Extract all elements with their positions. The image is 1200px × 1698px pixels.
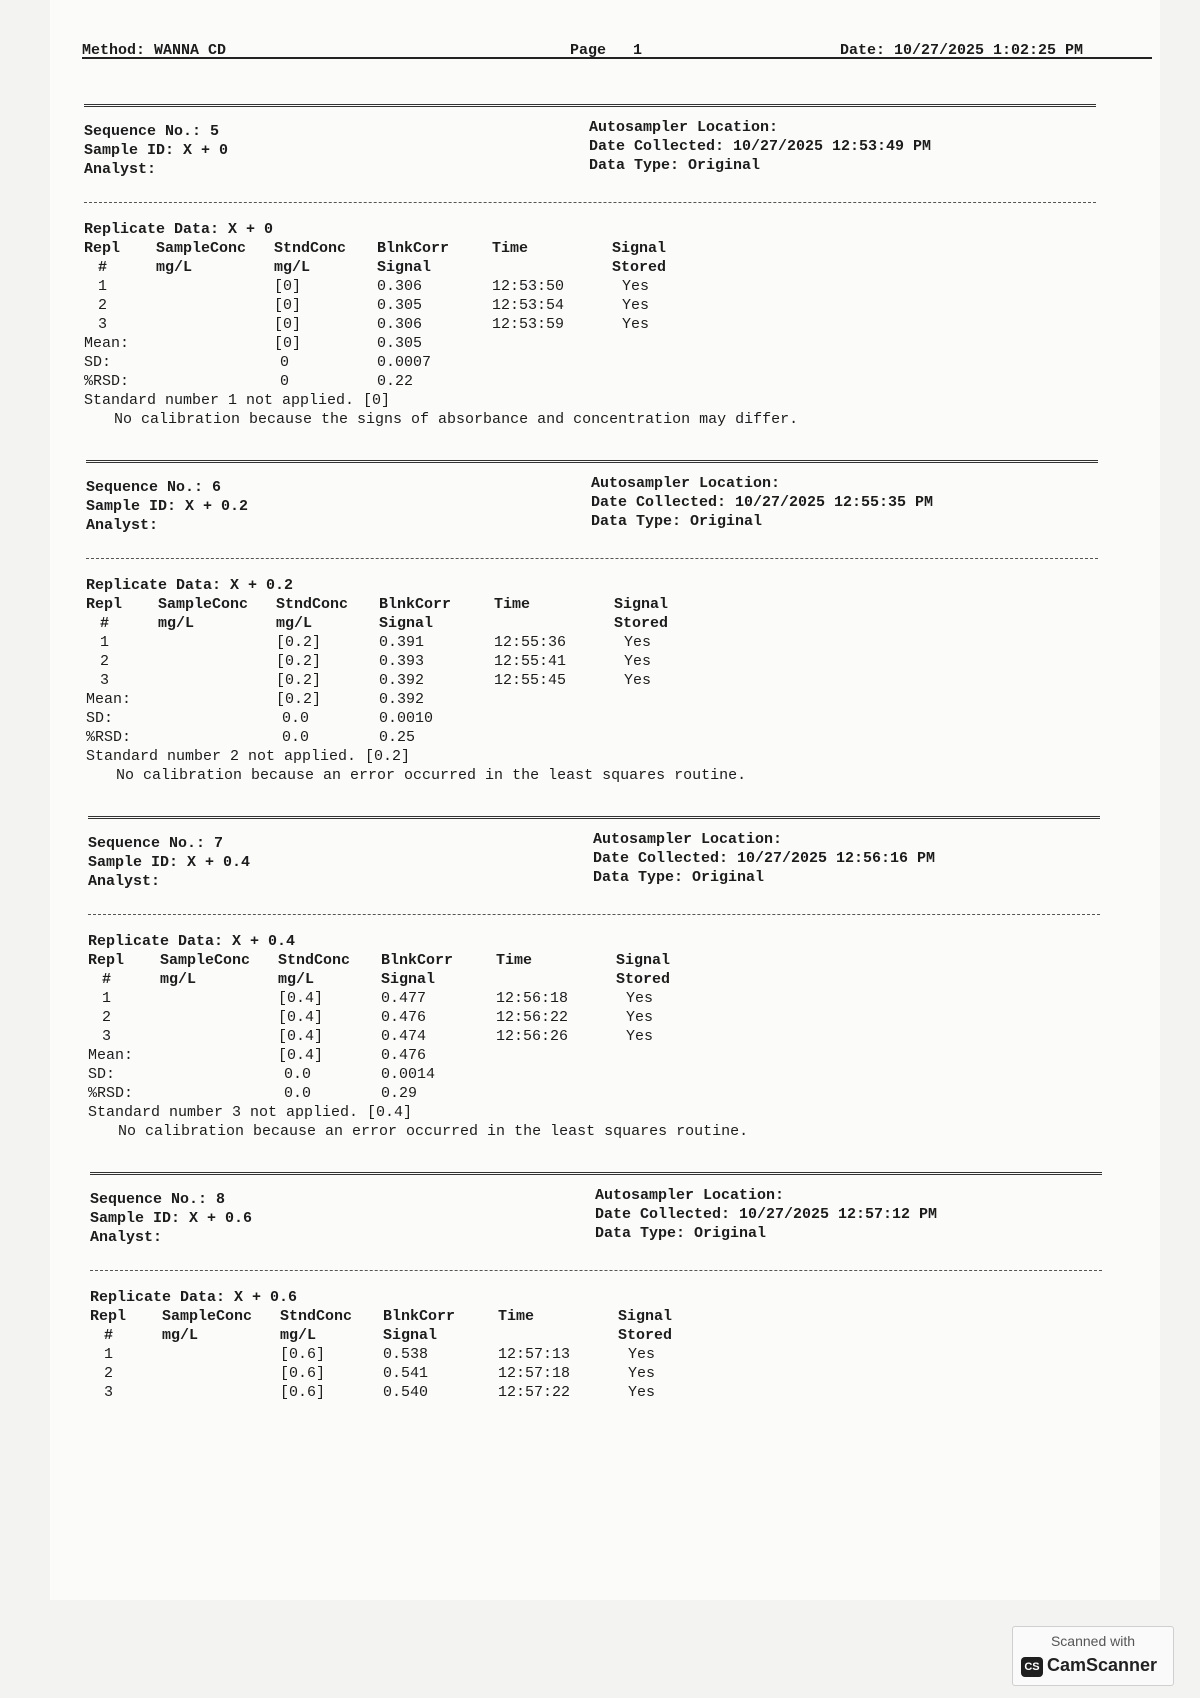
column-header: StndConc	[278, 952, 351, 969]
stat-label: %RSD:	[88, 1085, 134, 1102]
column-header: Signal	[612, 240, 667, 257]
column-unit: Signal	[383, 1327, 438, 1344]
table-cell: 12:55:36	[494, 634, 567, 651]
table-cell: 0.477	[381, 990, 427, 1007]
table-cell: 12:56:26	[496, 1028, 569, 1045]
stat-stnd: 0	[280, 354, 290, 371]
table-cell: 3	[104, 1384, 114, 1401]
report-date: Date: 10/27/2025 1:02:25 PM	[840, 42, 1084, 59]
stat-stnd: 0	[280, 373, 290, 390]
table-cell: Yes	[622, 316, 650, 333]
column-unit: #	[104, 1327, 114, 1344]
column-header: Repl	[86, 596, 123, 613]
column-header: Repl	[84, 240, 121, 257]
column-unit: mg/L	[280, 1327, 317, 1344]
stat-blnk: 0.392	[379, 691, 425, 708]
stat-label: %RSD:	[84, 373, 130, 390]
sequence-number: Sequence No.: 5	[84, 123, 220, 140]
section-dashed-rule	[84, 202, 1096, 203]
column-unit: Signal	[381, 971, 436, 988]
stat-label: Mean:	[88, 1047, 134, 1064]
table-cell: 2	[104, 1365, 114, 1382]
standard-note: Standard number 2 not applied. [0.2]	[86, 748, 411, 765]
table-cell: 0.391	[379, 634, 425, 651]
table-cell: [0]	[274, 316, 302, 333]
column-header: Signal	[618, 1308, 673, 1325]
column-unit: mg/L	[162, 1327, 199, 1344]
header-rule	[82, 57, 1152, 59]
sample-id: Sample ID: X + 0	[84, 142, 229, 159]
stat-label: %RSD:	[86, 729, 132, 746]
column-unit: mg/L	[158, 615, 195, 632]
column-unit: Stored	[616, 971, 671, 988]
table-cell: [0.4]	[278, 1028, 324, 1045]
column-header: BlnkCorr	[377, 240, 450, 257]
table-cell: 0.541	[383, 1365, 429, 1382]
column-unit: #	[98, 259, 108, 276]
table-cell: 2	[102, 1009, 112, 1026]
column-header: BlnkCorr	[383, 1308, 456, 1325]
method-label: Method: WANNA CD	[82, 42, 227, 59]
column-header: SampleConc	[162, 1308, 253, 1325]
section-double-rule	[86, 460, 1098, 463]
table-cell: 0.476	[381, 1009, 427, 1026]
column-header: Time	[492, 240, 529, 257]
table-cell: [0.2]	[276, 653, 322, 670]
replicate-title: Replicate Data: X + 0.2	[86, 577, 294, 594]
table-cell: 12:57:22	[498, 1384, 571, 1401]
section-dashed-rule	[86, 558, 1098, 559]
stat-blnk: 0.22	[377, 373, 414, 390]
table-cell: [0]	[274, 297, 302, 314]
replicate-title: Replicate Data: X + 0.6	[90, 1289, 298, 1306]
column-unit: Stored	[612, 259, 667, 276]
calibration-note: No calibration because an error occurred in the least squares routine.	[118, 1123, 749, 1140]
column-header: SampleConc	[160, 952, 251, 969]
section-dashed-rule	[88, 914, 1100, 915]
analyst: Analyst:	[86, 517, 159, 534]
section-double-rule	[90, 1172, 1102, 1175]
stat-blnk: 0.0014	[381, 1066, 436, 1083]
table-cell: 0.306	[377, 316, 423, 333]
table-cell: 12:53:50	[492, 278, 565, 295]
column-unit: Signal	[379, 615, 434, 632]
stat-label: SD:	[86, 710, 114, 727]
stat-blnk: 0.25	[379, 729, 416, 746]
table-cell: 12:57:18	[498, 1365, 571, 1382]
section-double-rule	[88, 816, 1100, 819]
page-number: Page 1	[570, 42, 643, 59]
data-type: Data Type: Original	[589, 157, 761, 174]
column-header: StndConc	[276, 596, 349, 613]
table-cell: Yes	[626, 1009, 654, 1026]
column-header: Signal	[614, 596, 669, 613]
table-cell: 12:56:22	[496, 1009, 569, 1026]
stat-blnk: 0.476	[381, 1047, 427, 1064]
column-unit: Stored	[618, 1327, 673, 1344]
stat-stnd: 0.0	[282, 729, 310, 746]
column-header: BlnkCorr	[379, 596, 452, 613]
table-cell: [0]	[274, 278, 302, 295]
stat-stnd: [0.4]	[278, 1047, 324, 1064]
date-collected: Date Collected: 10/27/2025 12:55:35 PM	[591, 494, 934, 511]
column-header: BlnkCorr	[381, 952, 454, 969]
section-double-rule	[84, 104, 1096, 107]
table-cell: 3	[100, 672, 110, 689]
column-header: StndConc	[280, 1308, 353, 1325]
column-header: Time	[496, 952, 533, 969]
stat-label: SD:	[84, 354, 112, 371]
stat-blnk: 0.29	[381, 1085, 418, 1102]
camscanner-watermark	[1012, 1626, 1174, 1686]
replicate-title: Replicate Data: X + 0.4	[88, 933, 296, 950]
stat-stnd: [0]	[274, 335, 302, 352]
sequence-number: Sequence No.: 8	[90, 1191, 226, 1208]
table-cell: 12:55:41	[494, 653, 567, 670]
table-cell: 0.474	[381, 1028, 427, 1045]
autosampler-location: Autosampler Location:	[591, 475, 781, 492]
column-unit: mg/L	[156, 259, 193, 276]
table-cell: Yes	[622, 278, 650, 295]
table-cell: 1	[102, 990, 112, 1007]
analyst: Analyst:	[84, 161, 157, 178]
sample-id: Sample ID: X + 0.4	[88, 854, 251, 871]
table-cell: Yes	[624, 634, 652, 651]
column-header: SampleConc	[156, 240, 247, 257]
stat-stnd: 0.0	[284, 1066, 312, 1083]
stat-stnd: 0.0	[284, 1085, 312, 1102]
column-header: Time	[498, 1308, 535, 1325]
data-type: Data Type: Original	[593, 869, 765, 886]
column-unit: #	[100, 615, 110, 632]
table-cell: Yes	[626, 1028, 654, 1045]
watermark-line2: CamScanner	[1047, 1655, 1158, 1675]
stat-label: SD:	[88, 1066, 116, 1083]
table-cell: Yes	[628, 1365, 656, 1382]
table-cell: 12:55:45	[494, 672, 567, 689]
data-type: Data Type: Original	[591, 513, 763, 530]
table-cell: 1	[104, 1346, 114, 1363]
column-header: Signal	[616, 952, 671, 969]
stat-blnk: 0.0010	[379, 710, 434, 727]
column-unit: Stored	[614, 615, 669, 632]
table-cell: [0.6]	[280, 1346, 326, 1363]
table-cell: Yes	[626, 990, 654, 1007]
column-unit: mg/L	[274, 259, 311, 276]
table-cell: Yes	[628, 1346, 656, 1363]
date-collected: Date Collected: 10/27/2025 12:57:12 PM	[595, 1206, 938, 1223]
column-header: SampleConc	[158, 596, 249, 613]
table-cell: [0.6]	[280, 1365, 326, 1382]
stat-label: Mean:	[86, 691, 132, 708]
table-cell: [0.2]	[276, 634, 322, 651]
table-cell: 2	[98, 297, 108, 314]
table-cell: 1	[98, 278, 108, 295]
table-cell: [0.2]	[276, 672, 322, 689]
sequence-number: Sequence No.: 7	[88, 835, 224, 852]
sample-id: Sample ID: X + 0.2	[86, 498, 249, 515]
standard-note: Standard number 1 not applied. [0]	[84, 392, 391, 409]
analyst: Analyst:	[90, 1229, 163, 1246]
autosampler-location: Autosampler Location:	[593, 831, 783, 848]
table-cell: 12:56:18	[496, 990, 569, 1007]
table-cell: Yes	[624, 653, 652, 670]
calibration-note: No calibration because the signs of absorbance and concentration may differ.	[114, 411, 799, 428]
table-cell: [0.4]	[278, 990, 324, 1007]
watermark-line1: Scanned with	[1050, 1633, 1136, 1649]
stat-label: Mean:	[84, 335, 130, 352]
sequence-number: Sequence No.: 6	[86, 479, 222, 496]
column-unit: mg/L	[276, 615, 313, 632]
column-unit: #	[102, 971, 112, 988]
analyst: Analyst:	[88, 873, 161, 890]
table-cell: 0.392	[379, 672, 425, 689]
table-cell: 3	[98, 316, 108, 333]
column-unit: Signal	[377, 259, 432, 276]
stat-blnk: 0.305	[377, 335, 423, 352]
section-dashed-rule	[90, 1270, 1102, 1271]
table-cell: 1	[100, 634, 110, 651]
table-cell: 3	[102, 1028, 112, 1045]
stat-stnd: [0.2]	[276, 691, 322, 708]
date-collected: Date Collected: 10/27/2025 12:56:16 PM	[593, 850, 936, 867]
column-header: StndConc	[274, 240, 347, 257]
column-header: Time	[494, 596, 531, 613]
table-cell: Yes	[624, 672, 652, 689]
table-cell: 0.393	[379, 653, 425, 670]
table-cell: 12:53:54	[492, 297, 565, 314]
column-header: Repl	[90, 1308, 127, 1325]
table-cell: 0.538	[383, 1346, 429, 1363]
calibration-note: No calibration because an error occurred in the least squares routine.	[116, 767, 747, 784]
column-unit: mg/L	[160, 971, 197, 988]
table-cell: Yes	[628, 1384, 656, 1401]
autosampler-location: Autosampler Location:	[589, 119, 779, 136]
table-cell: [0.6]	[280, 1384, 326, 1401]
table-cell: 0.540	[383, 1384, 429, 1401]
stat-stnd: 0.0	[282, 710, 310, 727]
date-collected: Date Collected: 10/27/2025 12:53:49 PM	[589, 138, 932, 155]
table-cell: 0.306	[377, 278, 423, 295]
table-cell: Yes	[622, 297, 650, 314]
column-unit: mg/L	[278, 971, 315, 988]
data-type: Data Type: Original	[595, 1225, 767, 1242]
camscanner-logo-icon: CS	[1021, 1657, 1043, 1677]
table-cell: [0.4]	[278, 1009, 324, 1026]
stat-blnk: 0.0007	[377, 354, 432, 371]
replicate-title: Replicate Data: X + 0	[84, 221, 274, 238]
column-header: Repl	[88, 952, 125, 969]
table-cell: 12:53:59	[492, 316, 565, 333]
table-cell: 2	[100, 653, 110, 670]
table-cell: 0.305	[377, 297, 423, 314]
table-cell: 12:57:13	[498, 1346, 571, 1363]
standard-note: Standard number 3 not applied. [0.4]	[88, 1104, 413, 1121]
sample-id: Sample ID: X + 0.6	[90, 1210, 253, 1227]
autosampler-location: Autosampler Location:	[595, 1187, 785, 1204]
